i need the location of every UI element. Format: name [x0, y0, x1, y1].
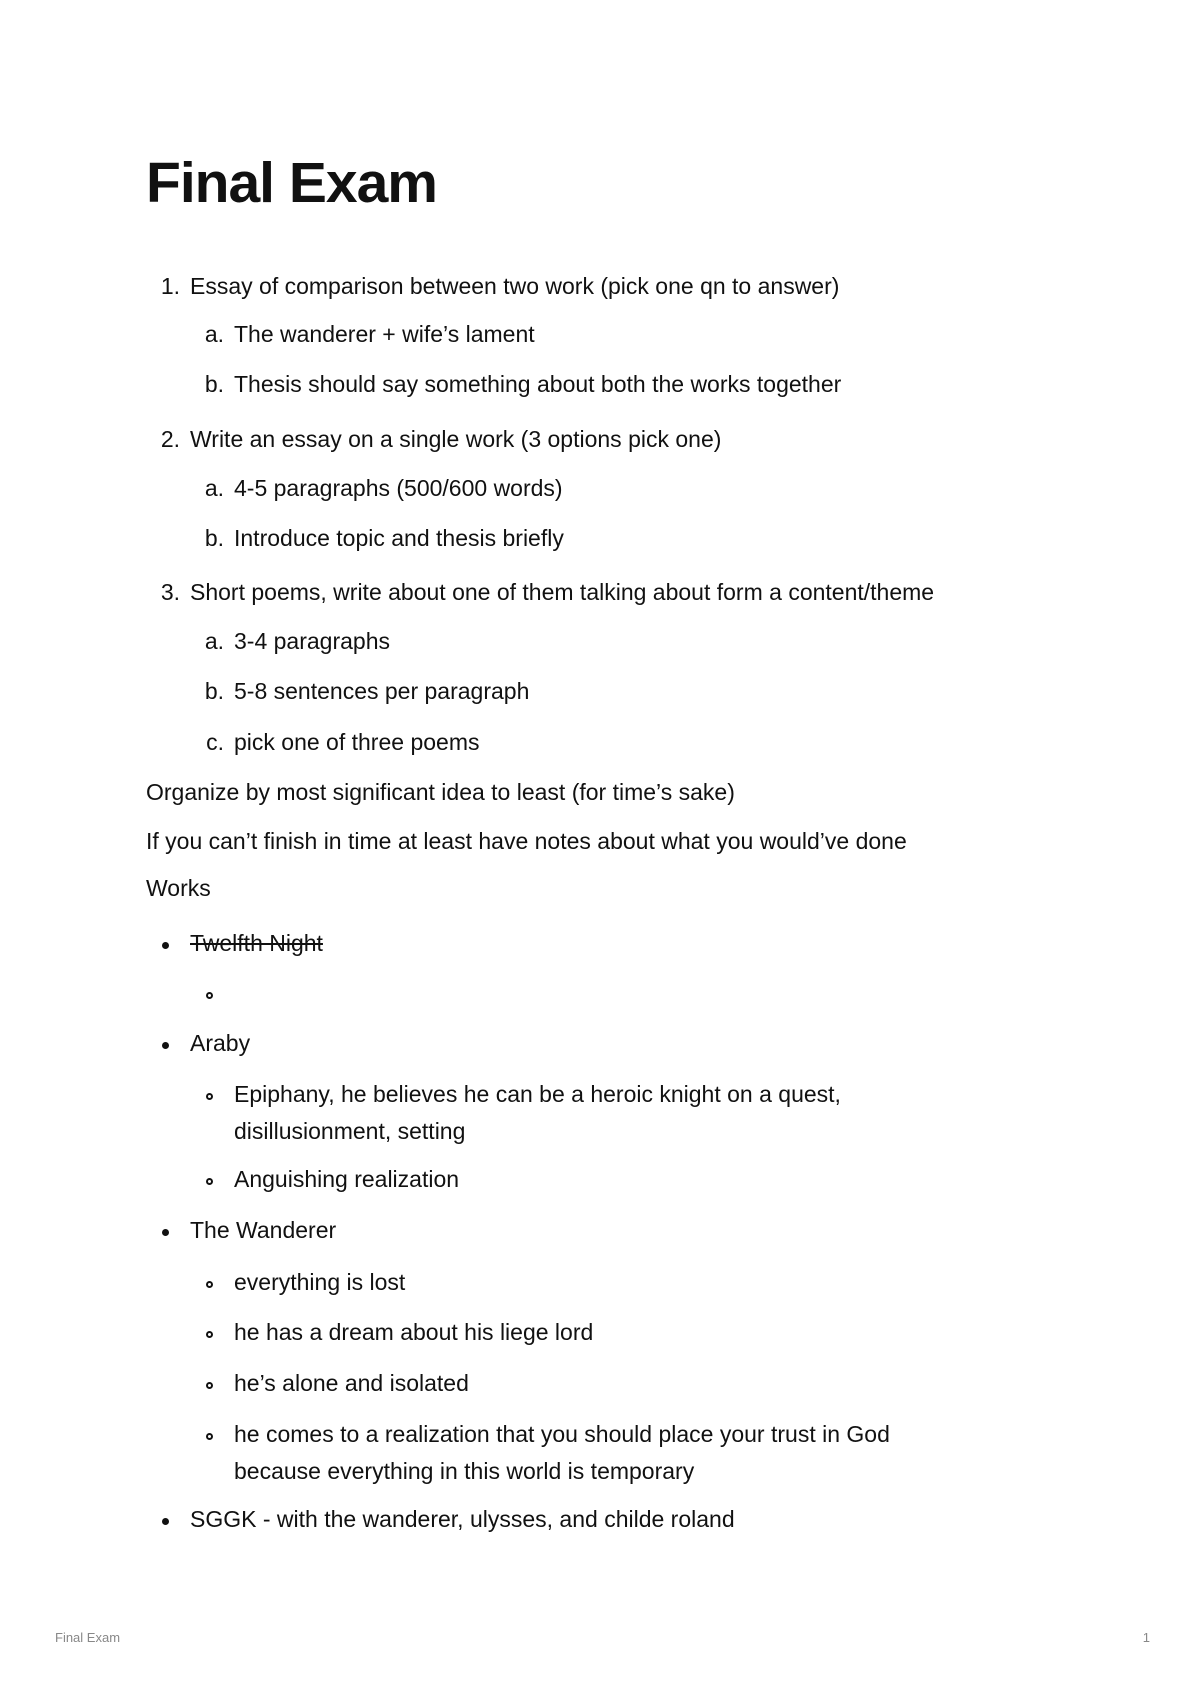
sub-bullet-item: he has a dream about his liege lord	[234, 1319, 594, 1345]
footer-title: Final Exam	[55, 1630, 121, 1645]
sub-bullet-item: he’s alone and isolated	[234, 1370, 469, 1396]
sublist-item: The wanderer + wife’s lament	[234, 321, 535, 347]
sublist-letter: a.	[204, 628, 224, 654]
sub-bullet-icon	[206, 1281, 213, 1288]
list-item: Short poems, write about one of them talking about form a content/theme	[190, 579, 935, 605]
sublist-item: pick one of three poems	[234, 729, 480, 755]
sublist-item: 4-5 paragraphs (500/600 words)	[234, 475, 563, 501]
sub-bullet-icon	[206, 1382, 213, 1389]
bullet-item: The Wanderer	[190, 1217, 337, 1243]
sublist-letter: a.	[204, 475, 224, 501]
sublist-letter: a.	[204, 321, 224, 347]
paragraph: Organize by most significant idea to least (for time’s sake)	[146, 779, 735, 805]
bullet-icon	[162, 1518, 169, 1525]
page-number: 1	[1142, 1630, 1150, 1645]
sublist-letter: b.	[204, 525, 224, 551]
paragraph: If you can’t finish in time at least have notes about what you would’ve done	[146, 828, 907, 854]
sublist-letter: b.	[204, 371, 224, 397]
sublist-item: Introduce topic and thesis briefly	[234, 525, 564, 551]
list-number: 3.	[160, 579, 180, 605]
list-item: Essay of comparison between two work (pick one qn to answer)	[190, 273, 840, 299]
bullet-icon	[162, 942, 169, 949]
bullet-item: Araby	[190, 1030, 251, 1056]
list-item: Write an essay on a single work (3 options pick one)	[190, 426, 722, 452]
sub-bullet-icon	[206, 1331, 213, 1338]
page-title: Final Exam	[146, 151, 437, 215]
sub-bullet-item: Anguishing realization	[234, 1166, 460, 1192]
sub-bullet-item: everything is lost	[234, 1269, 406, 1295]
bullet-icon	[162, 1042, 169, 1049]
sub-bullet-icon	[206, 1433, 213, 1440]
sub-bullet-item: Epiphany, he believes he can be a heroic knight on a quest, disillusionment, setting	[234, 1081, 841, 1144]
sub-bullet-item: he comes to a realization that you should place your trust in God because everything in this world is temporary	[234, 1421, 890, 1484]
sublist-item: 5-8 sentences per paragraph	[234, 678, 530, 704]
bullet-item-struck: Twelfth Night	[190, 930, 323, 956]
sublist-item: Thesis should say something about both the works together	[234, 371, 842, 397]
sublist-letter: c.	[206, 729, 224, 755]
bullet-icon	[162, 1229, 169, 1236]
sublist-letter: b.	[204, 678, 224, 704]
list-number: 1.	[160, 273, 180, 299]
bullet-item: SGGK - with the wanderer, ulysses, and childe roland	[190, 1506, 735, 1532]
sublist-item: 3-4 paragraphs	[234, 628, 390, 654]
list-number: 2.	[160, 426, 180, 452]
section-heading: Works	[146, 875, 211, 901]
sub-bullet-icon	[206, 1093, 213, 1100]
sub-bullet-icon	[206, 992, 213, 999]
sub-bullet-icon	[206, 1178, 213, 1185]
